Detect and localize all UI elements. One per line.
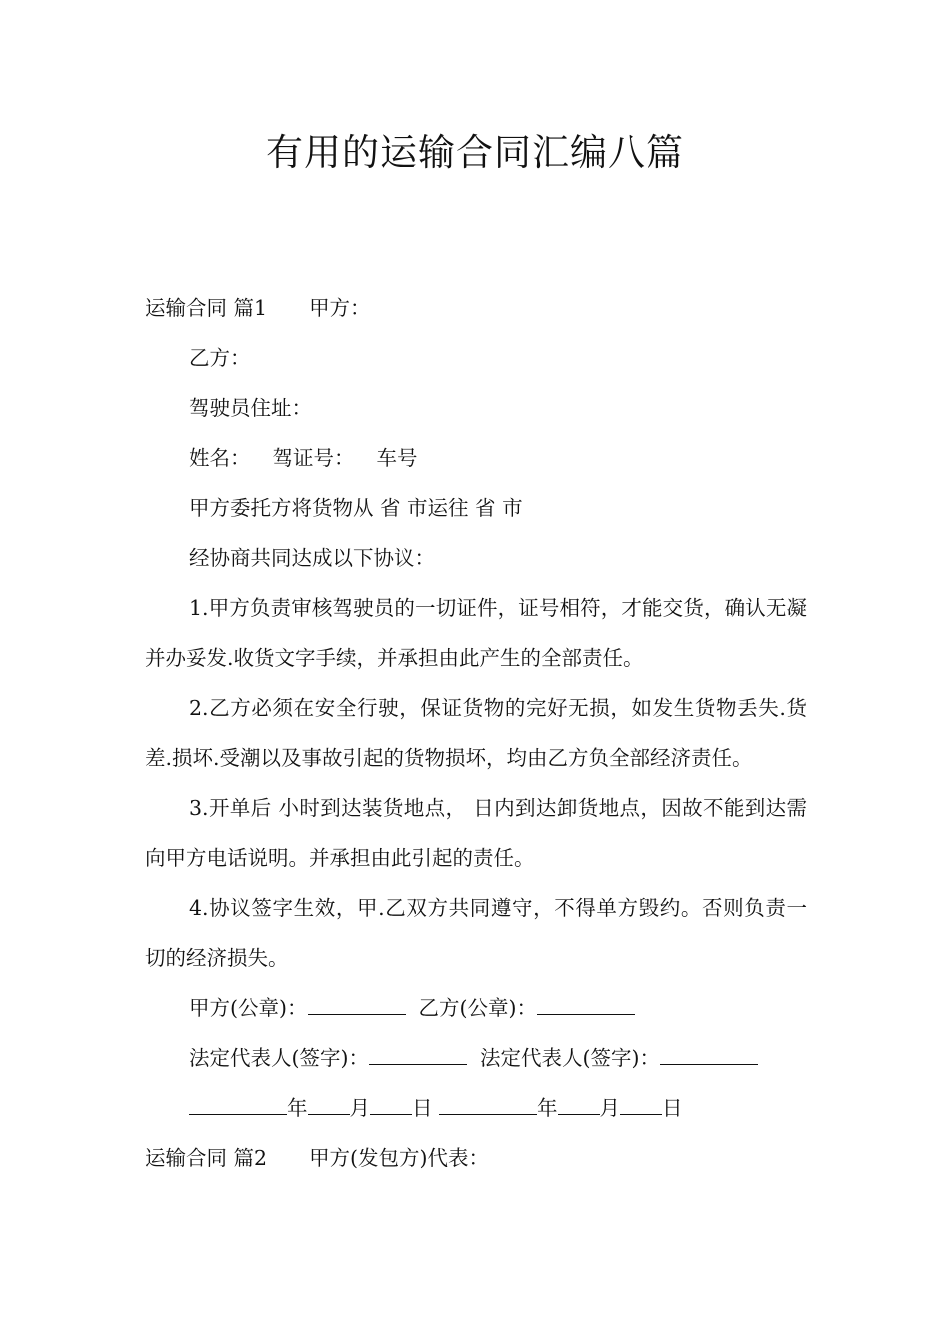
rep-b-label: 法定代表人(签字)：	[480, 1046, 661, 1070]
day-a-blank	[370, 1094, 412, 1115]
month-a-blank	[308, 1094, 350, 1115]
seal-b-blank	[537, 994, 635, 1015]
month-a-label: 月	[349, 1096, 370, 1120]
route-line	[145, 483, 807, 533]
section1-heading: 运输合同 篇1	[145, 296, 268, 320]
year-b-blank	[439, 1094, 537, 1115]
seal-b-label: 乙方(公章)：	[418, 996, 538, 1020]
day-a-label: 日	[412, 1096, 433, 1120]
section1-heading-line	[145, 283, 807, 333]
party-b-line	[145, 333, 807, 383]
rep-b-blank	[660, 1044, 758, 1065]
month-b-label: 月	[599, 1096, 621, 1120]
date-line	[145, 1083, 807, 1133]
route-text: 甲方委托方将货物从 省 市运往 省 市	[189, 496, 523, 520]
seal-a-blank	[308, 994, 406, 1015]
rep-a-label: 法定代表人(签字)：	[189, 1046, 369, 1070]
month-b-blank	[558, 1094, 600, 1115]
section2-heading-line	[145, 1133, 807, 1183]
section2-party-a-label: 甲方(发包方)代表：	[309, 1146, 490, 1170]
seal-a-label: 甲方(公章)：	[189, 996, 308, 1020]
driver-address-label: 驾驶员住址：	[189, 396, 312, 420]
party-b-label: 乙方：	[189, 346, 251, 370]
day-b-label: 日	[662, 1096, 683, 1120]
clause-4: 4.协议签字生效，甲.乙双方共同遵守，不得单方毁约。否则负责一切的经济损失。	[145, 896, 807, 970]
document-title: 有用的运输合同汇编八篇	[266, 131, 684, 174]
car-number-label: 车号	[376, 446, 418, 470]
day-b-blank	[620, 1094, 662, 1115]
year-a-label: 年	[287, 1096, 308, 1120]
driver-info-line	[145, 433, 807, 483]
driver-address-line	[145, 383, 807, 433]
year-a-blank	[189, 1094, 287, 1115]
agreement-intro-line	[145, 533, 807, 583]
clause-2: 2.乙方必须在安全行驶，保证货物的完好无损，如发生货物丢失.货差.损坏.受潮以及事故引起的货物损坏，均由乙方负全部经济责任。	[145, 696, 807, 770]
clause-1: 1.甲方负责审核驾驶员的一切证件，证号相符，才能交货，确认无凝并办妥发.收货文字手续，并承担由此产生的全部责任。	[145, 596, 807, 670]
agreement-intro: 经协商共同达成以下协议：	[189, 546, 435, 570]
document-body	[145, 283, 807, 1183]
name-label: 姓名：	[189, 446, 251, 470]
party-a-label: 甲方：	[309, 296, 371, 320]
license-label: 驾证号：	[272, 446, 355, 470]
clause-3: 3.开单后 小时到达装货地点， 日内到达卸货地点，因故不能到达需向甲方电话说明。并承担由此引起的责任。	[145, 796, 807, 870]
year-b-label: 年	[537, 1096, 558, 1120]
rep-a-blank	[369, 1044, 467, 1065]
seal-line	[145, 983, 807, 1033]
representative-line	[145, 1033, 807, 1083]
section2-heading: 运输合同 篇2	[145, 1146, 268, 1170]
